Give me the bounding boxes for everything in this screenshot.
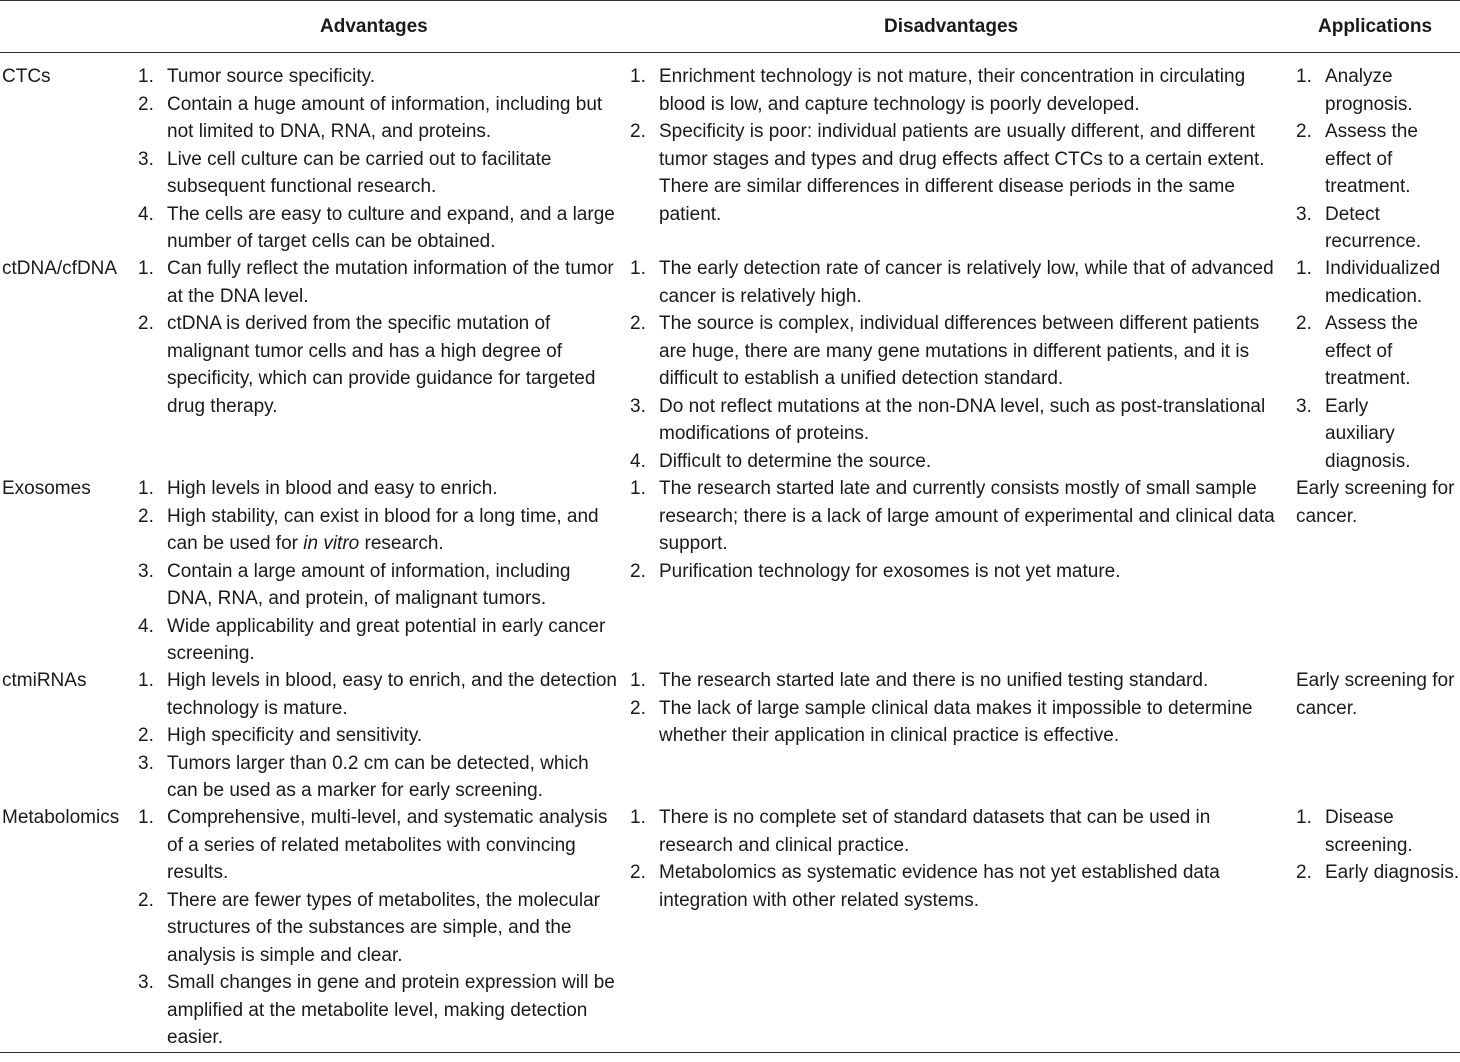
table-row	[0, 255, 1460, 475]
list-item: 1. Comprehensive, multi-level, and systematic analysis of a series of related metabolites with convincing results.	[138, 807, 608, 883]
application-text: Early screening for cancer.	[1296, 670, 1455, 719]
list-item: 2. Metabolomics as systematic evidence has not yet established data integration with other related systems.	[630, 862, 1220, 911]
list-item: 1. High levels in blood, easy to enrich, and the detection technology is mature.	[138, 670, 617, 719]
list-item: 1. Tumor source specificity.	[138, 66, 375, 87]
list-item: 1. Analyze prognosis.	[1296, 66, 1413, 115]
list-item: 1. The early detection rate of cancer is relatively low, while that of advanced cancer is relatively high.	[630, 258, 1274, 307]
table-row	[0, 63, 1460, 255]
table-row	[0, 475, 1460, 667]
list-item: 2. Purification technology for exosomes is not yet mature.	[630, 560, 1121, 582]
list-item: 3. Tumors larger than 0.2 cm can be detected, which can be used as a marker for early screening.	[138, 752, 589, 801]
header-disadvantages: Disadvantages	[884, 16, 1019, 37]
list-item: 2. Specificity is poor: individual patients are usually different, and different tumor stages and types and drug effects affect CTCs to a certain extent. There are similar differences in different disease periods in the same patient.	[630, 121, 1265, 225]
advantages-cell	[138, 667, 618, 805]
list-item: 1. Disease screening.	[1296, 807, 1413, 856]
row-name: ctDNA/cfDNA	[2, 258, 118, 279]
list-item: 2. The source is complex, individual differences between different patients are huge, there are many gene mutations in different patients, and it is difficult to establish a unified detection standard.	[630, 313, 1260, 389]
list-item: 4. Wide applicability and great potential in early cancer screening.	[138, 615, 606, 664]
disadvantages-cell	[630, 804, 1282, 914]
list-item: 1. The research started late and currently consists mostly of small sample research; there is a lack of large amount of experimental and clinical data support.	[630, 478, 1275, 554]
disadvantages-cell	[630, 667, 1282, 750]
list-item: 4. The cells are easy to culture and expand, and a large number of target cells can be obtained.	[138, 203, 615, 252]
advantages-cell	[138, 475, 618, 668]
row-name: Metabolomics	[2, 807, 120, 828]
disadvantages-cell	[630, 63, 1282, 228]
advantages-cell	[138, 63, 618, 256]
list-item: 2. Early diagnosis.	[1296, 862, 1460, 883]
list-item: 1. There is no complete set of standard datasets that can be used in research and clinical practice.	[630, 807, 1211, 856]
table-row	[0, 667, 1460, 804]
list-item: 2. High specificity and sensitivity.	[138, 725, 423, 746]
list-item: 1. The research started late and there is no unified testing standard.	[630, 670, 1209, 691]
table-body	[0, 53, 1460, 1052]
row-name: CTCs	[2, 66, 51, 87]
advantages-cell	[138, 804, 618, 1052]
list-item: 3. Early auxiliary diagnosis.	[1296, 395, 1411, 472]
applications-cell	[1296, 63, 1436, 256]
list-item: 2. There are fewer types of metabolites, the molecular structures of the substances are simple, and the analysis is simple and clear.	[138, 889, 600, 966]
list-item: 2. Contain a huge amount of information, including but not limited to DNA, RNA, and proteins.	[138, 93, 603, 142]
disadvantages-cell	[630, 255, 1282, 475]
list-item: 2. Assess the effect of treatment.	[1296, 313, 1418, 389]
list-item: 1. High levels in blood and easy to enrich.	[138, 478, 498, 499]
list-item: 3. Small changes in gene and protein expression will be amplified at the metabolite level, making detection easier.	[138, 972, 615, 1048]
list-item: 3. Detect recurrence.	[1296, 203, 1422, 252]
list-item: 2. Assess the effect of treatment.	[1296, 121, 1418, 197]
list-item: 3. Live cell culture can be carried out to facilitate subsequent functional research.	[138, 148, 552, 197]
applications-cell	[1296, 475, 1460, 530]
row-name: ctmiRNAs	[2, 670, 87, 691]
row-name: Exosomes	[2, 478, 91, 499]
applications-cell	[1296, 667, 1460, 722]
table-header	[0, 1, 1460, 53]
table-row	[0, 804, 1460, 1052]
header-applications: Applications	[1318, 16, 1433, 37]
list-item: 2. High stability, can exist in blood for a long time, and can be used for in vitro research.	[138, 505, 599, 554]
advantages-cell	[138, 255, 618, 420]
list-item: 2. ctDNA is derived from the specific mutation of malignant tumor cells and has a high degree of specificity, which can provide guidance for targeted drug therapy.	[138, 313, 596, 417]
header-advantages: Advantages	[320, 16, 428, 37]
list-item: 3. Contain a large amount of information, including DNA, RNA, and protein, of malignant tumors.	[138, 560, 571, 609]
applications-cell	[1296, 255, 1441, 475]
application-text: Early screening for cancer.	[1296, 478, 1455, 527]
list-item: 1. Can fully reflect the mutation information of the tumor at the DNA level.	[138, 258, 614, 307]
disadvantages-cell	[630, 475, 1282, 585]
applications-cell	[1296, 804, 1460, 887]
list-item: 2. The lack of large sample clinical data makes it impossible to determine whether their application in clinical practice is effective.	[630, 697, 1253, 746]
list-item: 3. Do not reflect mutations at the non-DNA level, such as post-translational modifications of proteins.	[630, 395, 1266, 444]
list-item: 1. Individualized medication.	[1296, 258, 1441, 307]
list-item: 4. Difficult to determine the source.	[630, 450, 932, 472]
list-item: 1. Enrichment technology is not mature, their concentration in circulating blood is low, and capture technology is poorly developed.	[630, 66, 1246, 115]
